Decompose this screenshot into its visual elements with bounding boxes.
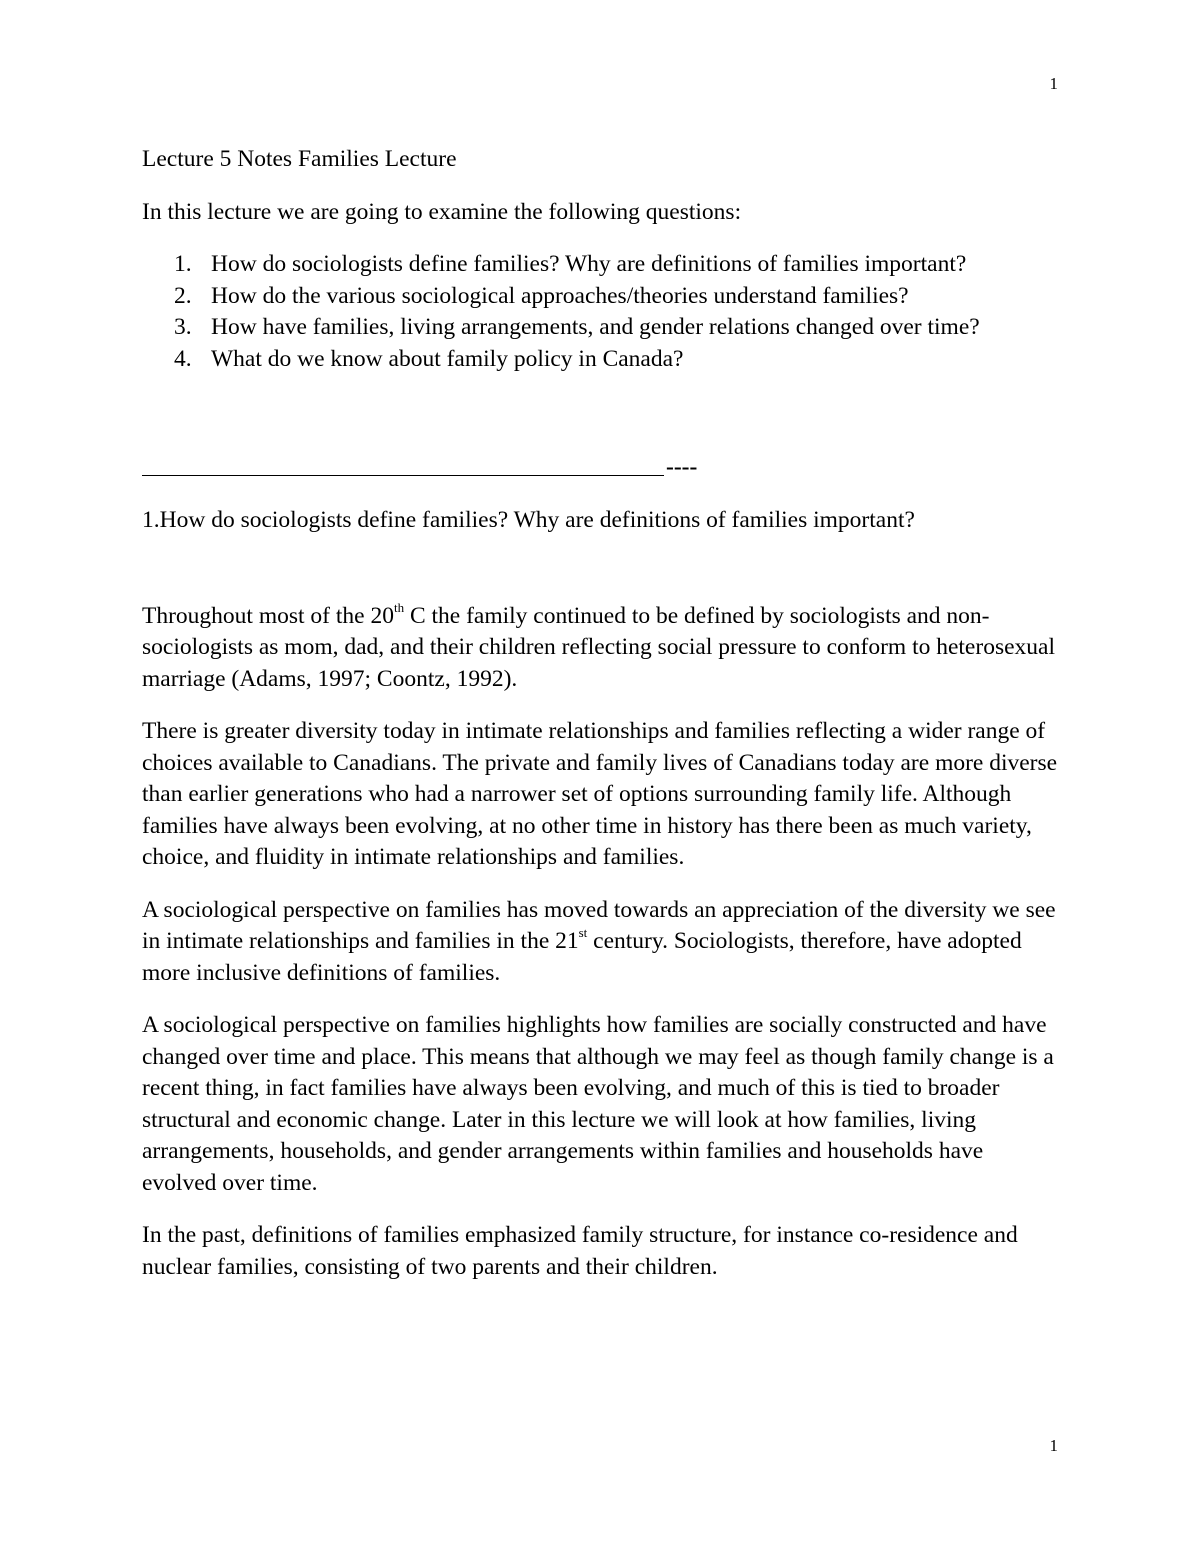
- paragraph-3-start: A sociological perspective on families has moved towards an appreciation of the diversity we see in intimate relationships and families in the 21: [142, 896, 1056, 954]
- ordinal-superscript: th: [393, 599, 405, 615]
- list-item-text: What do we know about family policy in Canada?: [211, 345, 684, 372]
- list-item-number: 3.: [174, 314, 192, 340]
- list-item-number: 2.: [174, 282, 192, 309]
- document-body: [142, 144, 1062, 1304]
- ordinal-superscript: st: [578, 925, 588, 941]
- list-item-text: How do sociologists define families? Why are definitions of families important?: [211, 251, 967, 277]
- page-number-top: 1: [1049, 74, 1058, 93]
- section-heading: 1.How do sociologists define families? Why are definitions of families important?: [142, 507, 915, 533]
- separator-line: [142, 452, 1062, 484]
- separator-dashes: ----: [666, 454, 698, 480]
- paragraph-1-start: Throughout most of the 20: [142, 602, 394, 629]
- list-item-text: How do the various sociological approaches/theories understand families?: [211, 282, 909, 309]
- question-list: [142, 249, 1062, 375]
- list-item: [142, 312, 1062, 344]
- separator-underline: [142, 475, 664, 476]
- list-item-number: 4.: [174, 345, 192, 372]
- list-item-text: How have families, living arrangements, and gender relations changed over time?: [211, 314, 980, 340]
- paragraph-1: [142, 601, 1062, 696]
- intro-text: In this lecture we are going to examine the following questions:: [142, 198, 742, 225]
- list-item: [142, 281, 1062, 313]
- paragraph-3: [142, 895, 1062, 990]
- document-title: Lecture 5 Notes Families Lecture: [142, 146, 457, 172]
- list-item: [142, 249, 1062, 281]
- paragraph-2: There is greater diversity today in intimate relationships and families reflecting a wider range of choices available to Canadians. The private and family lives of Canadians today are more diverse than earlier generations who had a narrower set of options surrounding family life. Although families have always been evolving, at no other time in history has there been as much variety, choice, and fluidity in intimate relationships and families.: [142, 718, 1058, 870]
- paragraph-4: A sociological perspective on families highlights how families are socially constructed and have changed over time and place. This means that although we may feel as though family change is a recent thing, in fact families have always been evolving, and much of this is tied to broader structural and economic change. Later in this lecture we will look at how families, living arrangements, households, and gender arrangements within families and households have evolved over time.: [142, 1012, 1054, 1196]
- list-item-number: 1.: [174, 251, 192, 277]
- paragraph-1-end: C the family continued to be defined by sociologists and non-sociologists as mom, dad, and their children reflecting social pressure to conform to heterosexual marriage (Adams, 1997; Coontz, 1992).: [142, 602, 1055, 692]
- page-number-bottom: 1: [1049, 1436, 1058, 1455]
- paragraph-3-end: century. Sociologists, therefore, have adopted more inclusive definitions of families.: [142, 928, 1022, 986]
- list-item: [142, 344, 1062, 376]
- paragraph-5: In the past, definitions of families emphasized family structure, for instance co-residence and nuclear families, consisting of two parents and their children.: [142, 1222, 1018, 1280]
